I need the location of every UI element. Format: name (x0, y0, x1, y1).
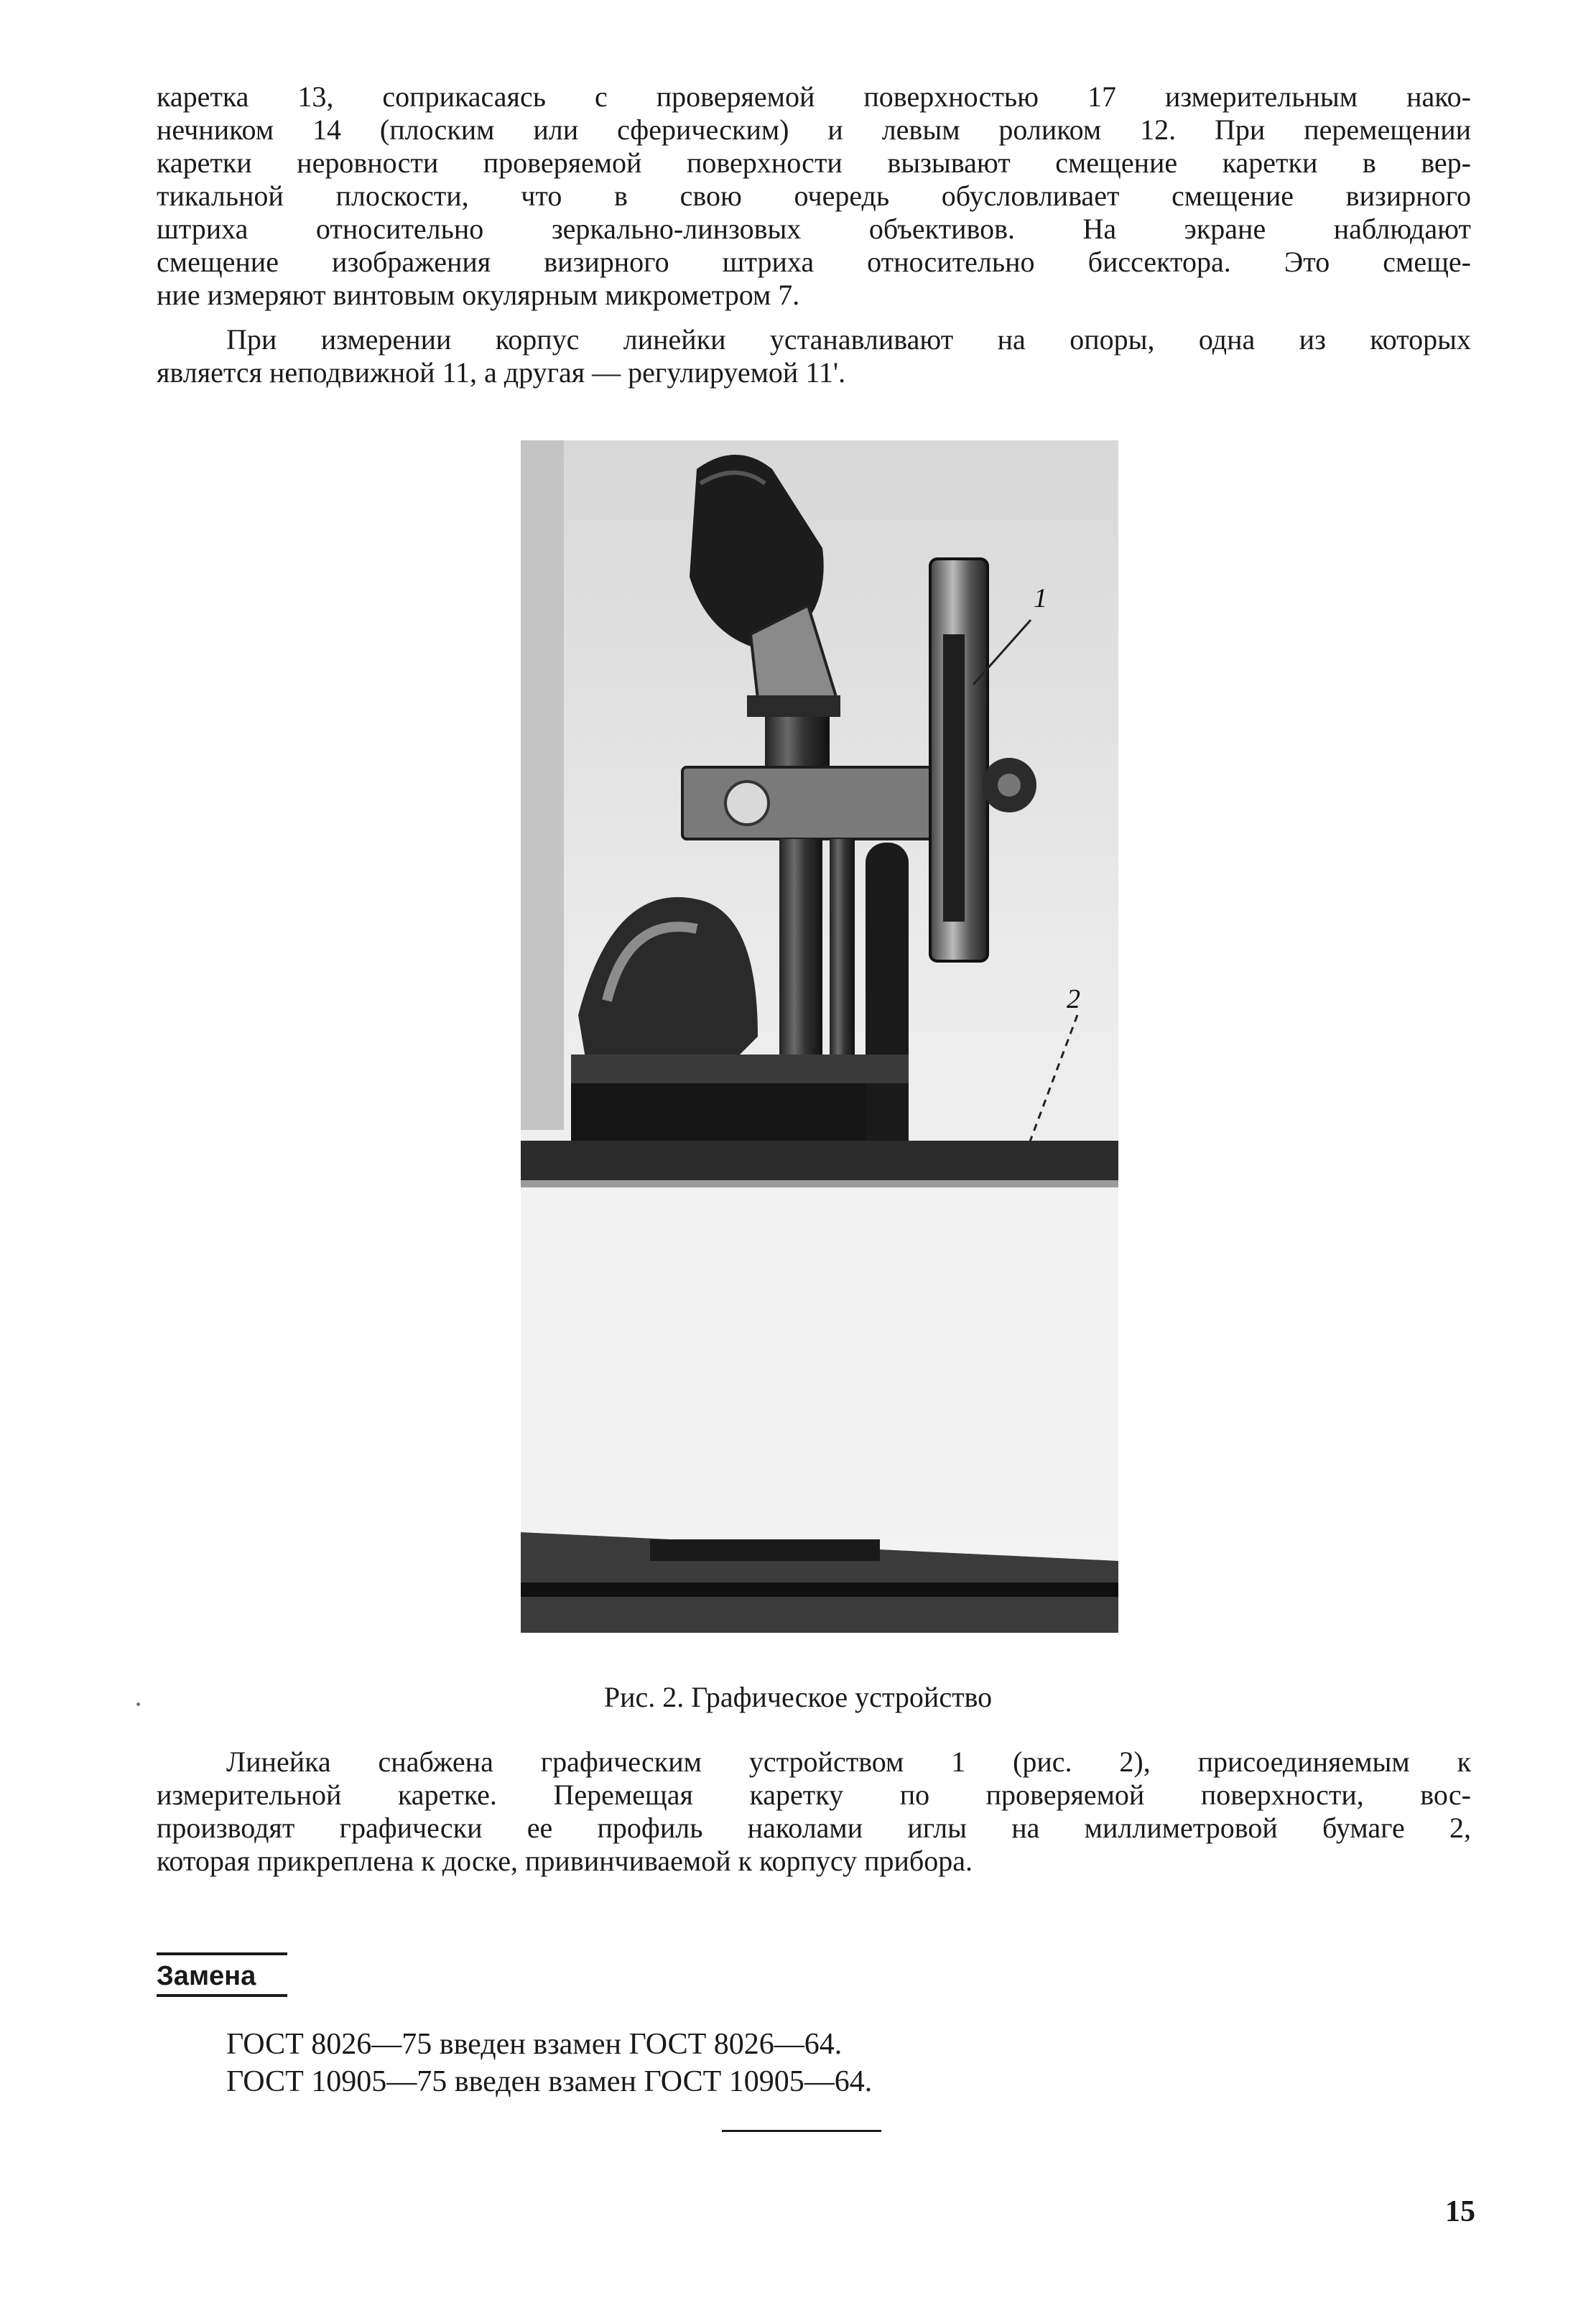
rail-highlight (521, 1180, 1118, 1187)
figure-graphic-device-photo (521, 440, 1118, 1633)
body-slot (650, 1539, 880, 1561)
paragraph-graphic-device (157, 1746, 1471, 1878)
photo-left-shadow (521, 440, 564, 1130)
figure-caption: Рис. 2. Графическое устройство (603, 1681, 993, 1713)
paragraph-supports (157, 323, 1471, 389)
tube-window (943, 634, 965, 922)
text-line: смещение изображения визирного штриха относительно биссектора. Это смеще- (157, 246, 1471, 278)
text-line: производят графически ее профиль наколами иглы на миллиметровой бумаге 2, (157, 1812, 1471, 1844)
replacement-line: ГОСТ 10905—75 введен взамен ГОСТ 10905—64. (226, 2065, 873, 2098)
text-line: тикальной плоскости, что в свою очередь обусловливает смещение визирного (157, 180, 1471, 212)
paragraph-carriage-description (157, 80, 1471, 312)
rail-bar (521, 1141, 1118, 1180)
text-line: измерительной каретке. Перемещая каретку по проверяемой поверхности, вос- (157, 1779, 1471, 1811)
paper-board (521, 1187, 1118, 1532)
rule-below-heading (157, 1994, 287, 1997)
lower-column-right (830, 839, 855, 1055)
text-line: является неподвижной 11, а другая — регулируемой 11'. (157, 356, 846, 389)
text-line: каретки неровности проверяемой поверхности вызывают смещение каретки в вер- (157, 147, 1471, 179)
page-number: 15 (1445, 2195, 1475, 2228)
text-line: Линейка снабжена графическим устройством 1 (рис. 2), присоединяемым к (226, 1746, 1471, 1778)
text-line: нечником 14 (плоским или сферическим) и левым роликом 12. При перемещении (157, 113, 1471, 146)
rule-above-heading (157, 1952, 287, 1955)
replacement-line: ГОСТ 8026—75 введен взамен ГОСТ 8026—64. (226, 2028, 843, 2061)
prism-base (747, 695, 840, 717)
text-line: штриха относительно зеркально-линзовых объективов. На экране наблюдают (157, 213, 1471, 245)
text-line: каретка 13, соприкасаясь с проверяемой поверхностью 17 измерительным нако- (157, 80, 1471, 113)
text-line: При измерении корпус линейки устанавливают на опоры, одна из которых (226, 323, 1471, 356)
section-heading: Замена (157, 1961, 256, 1991)
bracket-screw (725, 782, 769, 825)
closing-rule (722, 2130, 881, 2132)
body-edge (521, 1582, 1118, 1597)
carriage-base (571, 1083, 866, 1148)
text-line: которая прикреплена к доске, привинчиваемой к корпусу прибора. (157, 1845, 973, 1877)
figure-label-1: 1 (1034, 583, 1047, 613)
figure-label-2: 2 (1067, 984, 1080, 1014)
knob-center (998, 774, 1021, 797)
horizontal-bracket (682, 767, 955, 839)
text-line: ние измеряют винтовым окулярным микрометром 7. (157, 279, 800, 311)
lower-column-left (779, 839, 822, 1055)
carriage-plate (571, 1055, 909, 1083)
